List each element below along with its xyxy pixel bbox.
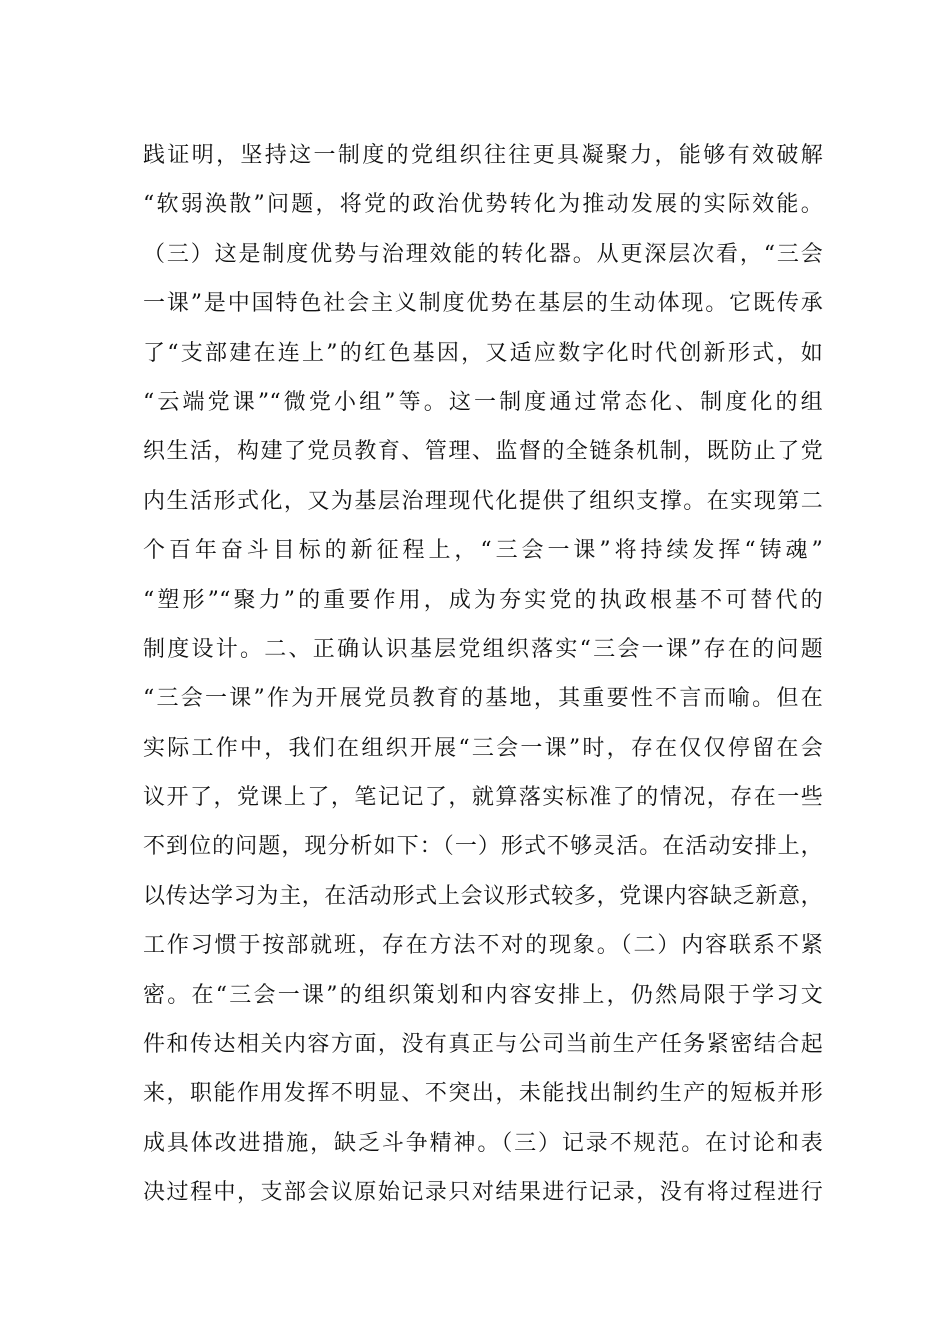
text-line: 议开了，党课上了，笔记记了，就算落实标准了的情况，存在一些 bbox=[143, 785, 823, 811]
text-line: 个百年奋斗目标的新征程上，“三会一课”将持续发挥“铸魂” bbox=[143, 538, 823, 564]
text-line: 实际工作中，我们在组织开展“三会一课”时，存在仅仅停留在会 bbox=[143, 735, 823, 761]
text-line: 内生活形式化，又为基层治理现代化提供了组织支撑。在实现第二 bbox=[143, 488, 823, 514]
text-line: 件和传达相关内容方面，没有真正与公司当前生产任务紧密结合起 bbox=[143, 1032, 823, 1058]
text-line: 来，职能作用发挥不明显、不突出，未能找出制约生产的短板并形 bbox=[143, 1081, 823, 1107]
text-line: 制度设计。二、正确认识基层党组织落实“三会一课”存在的问题 bbox=[143, 636, 823, 662]
text-line: “三会一课”作为开展党员教育的基地，其重要性不言而喻。但在 bbox=[143, 686, 823, 712]
text-line: 了“支部建在连上”的红色基因，又适应数字化时代创新形式，如 bbox=[143, 340, 823, 366]
text-line: 成具体改进措施，缺乏斗争精神。（三）记录不规范。在讨论和表 bbox=[143, 1130, 823, 1156]
text-line: “软弱涣散”问题，将党的政治优势转化为推动发展的实际效能。 bbox=[143, 192, 823, 218]
text-line: 工作习惯于按部就班，存在方法不对的现象。（二）内容联系不紧 bbox=[143, 933, 823, 959]
text-line: “云端党课”“微党小组”等。这一制度通过常态化、制度化的组 bbox=[143, 389, 823, 415]
text-line: （三）这是制度优势与治理效能的转化器。从更深层次看，“三会 bbox=[143, 241, 823, 267]
text-line: 一课”是中国特色社会主义制度优势在基层的生动体现。它既传承 bbox=[143, 291, 823, 317]
text-line: 不到位的问题，现分析如下：（一）形式不够灵活。在活动安排上， bbox=[143, 834, 823, 860]
text-line: 织生活，构建了党员教育、管理、监督的全链条机制，既防止了党 bbox=[143, 439, 823, 465]
text-line: 决过程中，支部会议原始记录只对结果进行记录，没有将过程进行 bbox=[143, 1180, 823, 1206]
text-line: 以传达学习为主，在活动形式上会议形式较多，党课内容缺乏新意， bbox=[143, 883, 823, 909]
text-line: “塑形”“聚力”的重要作用，成为夯实党的执政根基不可替代的 bbox=[143, 587, 823, 613]
body-text bbox=[143, 131, 823, 1218]
text-line: 践证明，坚持这一制度的党组织往往更具凝聚力，能够有效破解 bbox=[143, 143, 823, 168]
text-line: 密。在“三会一课”的组织策划和内容安排上，仍然局限于学习文 bbox=[143, 982, 823, 1008]
